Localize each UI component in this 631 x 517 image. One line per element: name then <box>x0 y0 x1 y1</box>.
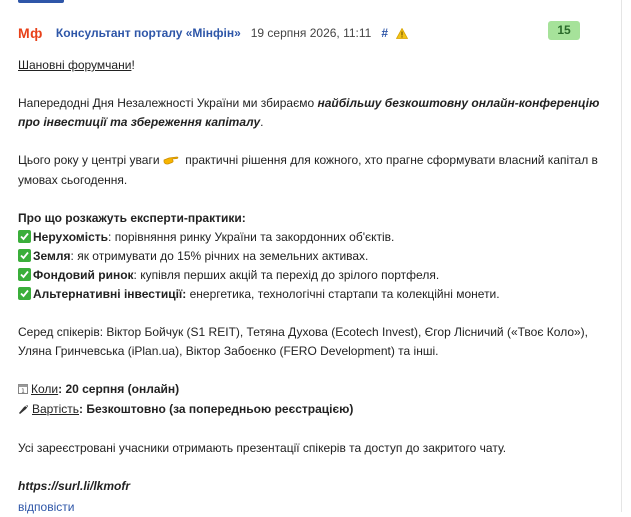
when-line <box>18 380 613 400</box>
closing-paragraph: Усі зареєстровані учасники отримають презентації спікерів та доступ до закритого чату. <box>18 441 507 455</box>
cost-label: Вартість <box>32 402 79 416</box>
checkmark-icon <box>18 230 31 243</box>
speakers-paragraph: Серед спікерів: Віктор Бойчук (S1 REIT), Тетяна Духова (Ecotech Invest), Єгор Лісничий («Твоє Коло»), Уляна Гринчевська (iPlan.ua), Віктор Забоєнко (FERO Development) та інші. <box>18 325 589 358</box>
event-details <box>18 380 613 420</box>
price-tag-icon <box>18 401 29 420</box>
minfin-logo: Мф <box>18 25 43 41</box>
cost-value: : Безкоштовно (за попередньою реєстрацією) <box>79 402 354 416</box>
reply-link[interactable]: відповісти <box>18 500 75 514</box>
rating-badge: 15 <box>548 21 580 40</box>
greeting-paragraph: Шановні форумчани! <box>18 58 135 72</box>
post-header <box>18 23 581 43</box>
pointing-hand-icon <box>163 152 179 171</box>
intro-paragraph: Напередодні Дня Незалежності України ми збираємо найбільшу безкоштовну онлайн-конференцію про інвестиції та збереження капіталу. <box>18 96 600 129</box>
intro-emphasis: найбільшу безкоштовну онлайн-конференцію про інвестиції та збереження капіталу <box>18 96 600 129</box>
list-item: Нерухомість: порівняння ринку України та закордонних об'єктів. <box>18 228 613 247</box>
topics-heading: Про що розкажуть експерти-практики: <box>18 211 246 225</box>
list-item: Фондовий ринок: купівля перших акцій та перехід до зрілого портфеля. <box>18 266 613 285</box>
when-label: Коли <box>31 382 59 396</box>
author-link[interactable]: Консультант порталу «Мінфін» <box>55 26 241 40</box>
cost-line <box>18 400 613 420</box>
post-date: 19 серпня 2026, 11:11 <box>250 26 372 40</box>
list-item: Альтернативні інвестиції: енергетика, технологічні стартапи та колекційні монети. <box>18 285 613 304</box>
post-body <box>18 56 613 517</box>
warning-triangle-icon[interactable] <box>396 28 408 39</box>
when-value: : 20 серпня (онлайн) <box>58 382 180 396</box>
list-item: Земля: як отримувати до 15% річних на земельних активах. <box>18 247 613 266</box>
focus-paragraph: Цього року у центрі уваги практичні рішення для кожного, хто прагне сформувати власний капітал в умовах сьогодення. <box>18 153 598 187</box>
topics-list <box>18 228 613 304</box>
calendar-icon <box>18 381 28 400</box>
greeting-text: Шановні форумчани <box>18 58 132 72</box>
checkmark-icon <box>18 268 31 281</box>
checkmark-icon <box>18 287 31 300</box>
checkmark-icon <box>18 249 31 262</box>
registration-link[interactable]: https://surl.li/lkmofr <box>18 479 131 493</box>
svg-text:1: 1 <box>21 388 25 394</box>
permalink-hash[interactable]: # <box>381 26 389 40</box>
